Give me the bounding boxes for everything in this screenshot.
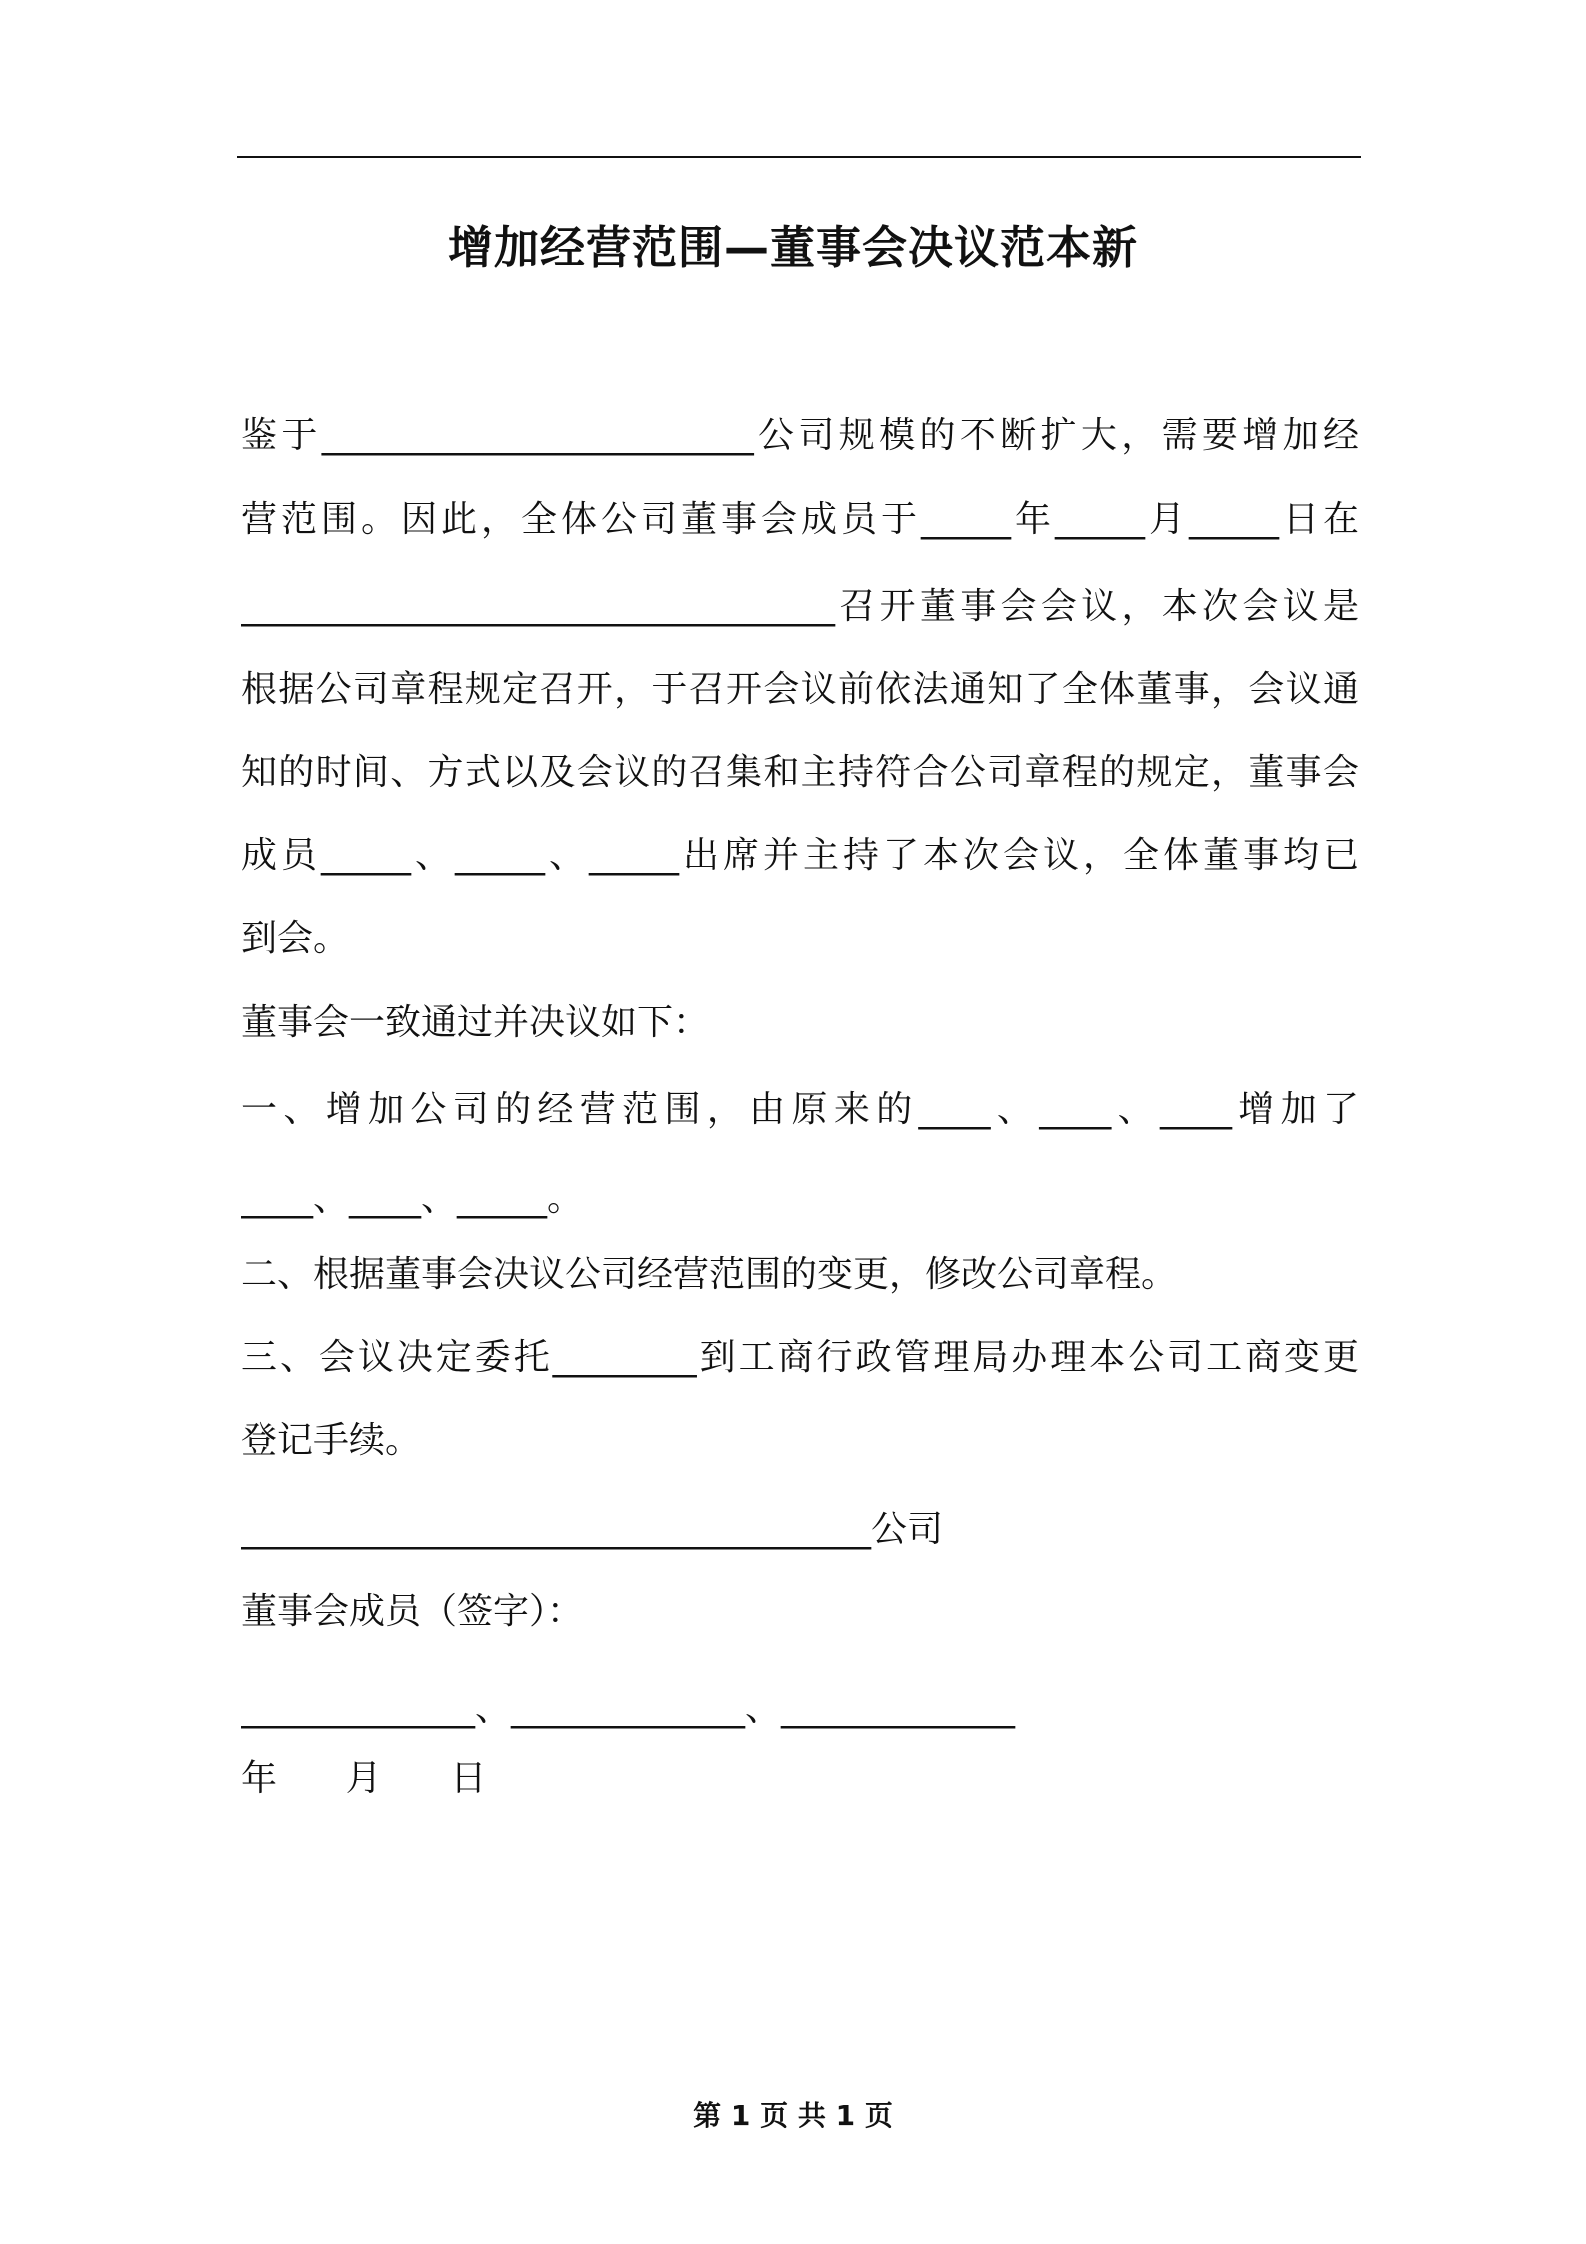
body-line-4: 根据公司章程规定召开，于召开会议前依法通知了全体董事，会议通 (241, 669, 1359, 710)
body-line-7: 到会。 (241, 918, 350, 959)
body-line-6: 成员_____、_____、_____出席并主持了本次会议，全体董事均已 (241, 835, 1359, 876)
board-members-signature-label: 董事会成员（签字）： (241, 1591, 584, 1632)
body-line-5: 知的时间、方式以及会议的召集和主持符合公司章程的规定，董事会 (241, 752, 1359, 793)
resolution-item-2: 二、根据董事会决议公司经营范围的变更，修改公司章程。 (241, 1254, 1178, 1295)
resolution-item-1: 一、增加公司的经营范围，由原来的____、____、____增加了 (241, 1089, 1359, 1130)
body-line-2: 营范围。因此，全体公司董事会成员于_____年_____月_____日在 (241, 499, 1359, 540)
header-rule (237, 156, 1361, 158)
resolution-intro: 董事会一致通过并决议如下： (241, 1002, 710, 1043)
body-line-1: 鉴于________________________公司规模的不断扩大，需要增加经 (241, 415, 1359, 456)
signature-blanks: _____________、_____________、_____________ (241, 1688, 1015, 1729)
document-title: 增加经营范围—董事会决议范本新 (447, 221, 1138, 274)
page-footer: 第 1 页 共 1 页 (693, 2099, 893, 2132)
resolution-item-3: 三、会议决定委托________到工商行政管理局办理本公司工商变更 (241, 1337, 1359, 1378)
company-signature-line: ___________________________________公司 (241, 1509, 943, 1550)
resolution-item-3-cont: 登记手续。 (241, 1420, 422, 1461)
resolution-item-1-cont: ____、____、_____。 (241, 1178, 583, 1219)
date-line: 年 月 日 (241, 1758, 487, 1799)
body-line-3: _________________________________召开董事会会议，本次会议是 (241, 586, 1359, 627)
